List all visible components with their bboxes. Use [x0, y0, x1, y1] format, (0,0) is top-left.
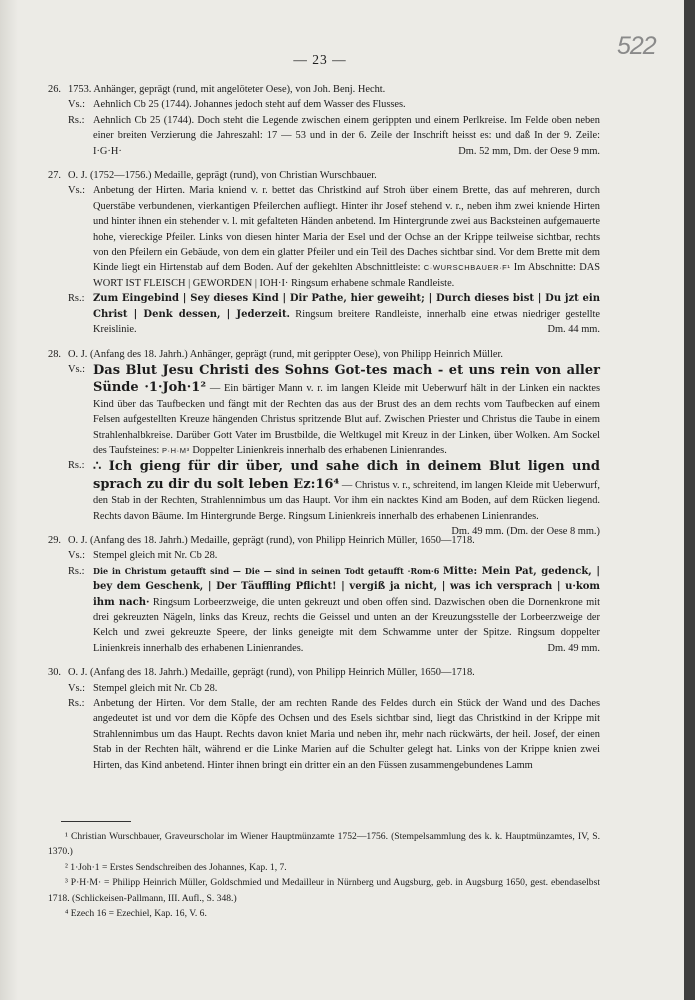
page-edge-shadow — [684, 0, 695, 1000]
footnote-divider — [61, 821, 131, 822]
entry-number: 28. — [48, 348, 61, 360]
footnote-2: ² 1·Joh·1 = Erstes Sendschreiben des Johannes, Kap. 1, 7. — [65, 861, 287, 873]
obverse-text: Stempel gleich mit Nr. Cb 28. — [93, 550, 218, 562]
reverse-label: Rs.: — [68, 565, 85, 577]
entry-28 — [48, 347, 600, 537]
reverse-inscription: ∴ Ich gieng für dir über, und sahe dich in deinem Blut ligen und sprach zu dir du solt leben Ez:16⁴ — [93, 459, 600, 492]
reverse-text: — Christus v. r., schreitend, im langen Kleide mit Ueberwurf, den Stab in der Rechten, Strahlennimbus um das Haupt. Vor ihm ein nacktes Kind am Boden, auf dem Rücken liegend. Rechts davon Bäume. Im Hintergrunde Berge. Ringsum Linienkreis innerhalb des erhabenen Linienrandes. — [93, 479, 600, 522]
reverse-text: Anbetung der Hirten. Vor dem Stalle, der am rechten Rande des Feldes durch ein Stück der Wand und des Daches angedeutet ist und vor dem die Köpfe des Ochsen und des Esels sichtbar sind, liegt das Christkind in der Krippe mit Strahlennimbus um das Haupt. Rechts davon kniet Maria und neben ihr, mehr nach rückwärts, der heil. Josef, der einen Stab in der Rechten hält, während er die Linke Marien auf die Schulter gelegt hat. Links von der Krippe knien zwei Hirten, das Kind anbetend. Hinter ihnen bringt ein dritter ein an den Füssen zusammengebundenes Lamm — [93, 698, 600, 771]
reverse-inscription: Mitte: Mein Pat, gedenck, | bey dem Geschenk, | Der Täuffling Pflicht! | vergiß ja nicht, | was ich versprach | u·kom ihm nach· — [93, 565, 600, 608]
dimensions: Dm. 52 mm, Dm. der Oese 9 mm. — [458, 145, 600, 157]
entry-heading: O. J. (Anfang des 18. Jahrh.) Anhänger, geprägt (rund, mit gerippter Oese), von Philipp Heinrich Müller. — [68, 348, 504, 360]
dimensions: Dm. 49 mm. (Dm. der Oese 8 mm.) — [451, 525, 600, 537]
obverse-label: Vs.: — [68, 550, 86, 562]
entry-26 — [48, 82, 600, 159]
obverse-text: Anbetung der Hirten. Maria kniend v. r. bettet das Christkind auf Stroh über einem Brette, das auf mehreren, durch Querstäbe verbundenen, vierkantigen Pfeilerchen aufliegt. Hinter ihr Josef stehend v. r., neben ihm zwei kniende Hirten und hinter ihnen ein stehender v. l. mit gefalteten Händen anbetend. Im Hintergrunde zwei aus Backsteinen aufgemauerte hohe, viereckige Pfeiler. Links von diesen hinter Maria der Esel und der Ochse an der Krippe teilweise sichtbar, rechts von den Pfeilern ein Gebäude, von dem ein glatter Pfeiler und ein Teil des Daches sichtbar sind. Vor dem Brette mit dem Kinde liegt ein Hirtenstab auf dem Boden. Auf der gekehlten Abschnittleiste: — [93, 185, 600, 274]
entry-number: 30. — [48, 667, 61, 679]
entry-heading: O. J. (1752—1756.) Medaille, geprägt (rund), von Christian Wurschbauer. — [68, 170, 377, 182]
entry-29 — [48, 533, 600, 656]
obverse-text: Stempel gleich mit Nr. Cb 28. — [93, 682, 218, 694]
entry-number: 26. — [48, 84, 61, 95]
reverse-label: Rs.: — [68, 293, 85, 305]
reverse-inscription: Zum Eingebind | Sey dieses Kind | Dir Pathe, hier geweiht; | Durch dieses bist | Du jzt ein Christ | Denk dessen, | Jederzeit. — [93, 293, 600, 320]
footnotes — [48, 829, 600, 921]
obverse-text-continued: Doppelter Linienkreis innerhalb des erhabenen Linienrandes. — [192, 444, 447, 456]
reverse-legend: Die in Christum getaufft sind — Die — sind in seinen Todt getaufft ·Rom·6 — [93, 565, 440, 576]
footnote-3: ³ P·H·M· = Philipp Heinrich Müller, Goldschmied und Medailleur in Nürnberg und Augsburg, geb. in Augsburg 1650, gest. ebendaselbst 1718. (Schlickeisen-Pallmann, III. Aufl., S. 348.) — [48, 877, 600, 904]
footnote-4: ⁴ Ezech 16 = Ezechiel, Kap. 16, V. 6. — [65, 908, 207, 920]
dimensions: Dm. 49 mm. — [547, 642, 600, 654]
obverse-label: Vs.: — [68, 99, 86, 111]
reverse-text: Aehnlich Cb 25 (1744). Doch steht die Legende zwischen einem gerippten und einem Perlkreise. Im Felde oben neben einer breiten Verzierung die Jahreszahl: 17 — 53 und in der 6. Zeile der Inschrift heisst es: und daß In der 9. Zeile: I·G·H· — [93, 114, 600, 157]
reverse-label: Rs.: — [68, 698, 85, 710]
dimensions: Dm. 44 mm. — [547, 324, 600, 336]
footnote-1: ¹ Christian Wurschbauer, Graveurscholar im Wiener Hauptmünzamte 1752—1756. (Stempelsammlung des k. k. Hauptmünzamtes, IV, S. 1370.) — [48, 831, 600, 858]
obverse-text: Aehnlich Cb 25 (1744). Johannes jedoch steht auf dem Wasser des Flusses. — [93, 99, 406, 111]
obverse-label: Vs.: — [68, 363, 86, 375]
obverse-label: Vs.: — [68, 185, 86, 197]
reverse-text: Ringsum breitere Randleiste, innerhalb eine etwas niedriger gestellte Kreislinie. — [93, 308, 600, 336]
entry-heading: O. J. (Anfang des 18. Jahrh.) Medaille, geprägt (rund), von Philipp Heinrich Müller, 1650—1718. — [68, 534, 475, 546]
entry-number: 29. — [48, 534, 61, 546]
entry-30 — [48, 665, 600, 773]
reverse-text: Ringsum Lorbeerzweige, die unten gekreuzt und oben offen sind. Dazwischen oben die Dornenkrone mit drei gekreuzten Nägeln, links das Kreuz, rechts die Geissel und unten an der Kreuzungsstelle der Lorbeerzweige der Kelch und zwei gekreuzte Speere, der links geneigte mit dem Schwamme unter der Spitze. Ringsum doppelter Linienkreis innerhalb des erhabenen Linienrandes. — [93, 596, 600, 654]
obverse-text-continued: Im Abschnitte: DAS WORT IST FLEISCH | GEWORDEN | IOH·I· Ringsum erhabene schmale Randleiste. — [93, 262, 600, 289]
handwritten-page-number: 522 — [617, 32, 656, 60]
entry-27 — [48, 168, 600, 337]
entry-heading: 1753. Anhänger, geprägt (rund, mit angelöteter Oese), von Joh. Benj. Hecht. — [68, 84, 386, 95]
obverse-text: — Ein bärtiger Mann v. r. im langen Kleide mit Ueberwurf hält in der Linken ein nacktes Kind über das Taufbecken und fängt mit der Rechten das aus der Brust des an dem rechts vom Taufbecken auf einem Felsen aufgestellten Kreuze hängenden Christus spritzende Blut auf. Zwischen Priester und Christus die Taube in einem Strahlenhalbkreise. Darüber Gott Vater im Brustbilde, die Weltkugel mit Kreuz in der Linken, über Wolken. Am Sockel des Taufsteines: — [93, 383, 600, 456]
entry-number: 27. — [48, 170, 61, 182]
page-number: — 23 — — [293, 52, 347, 67]
obverse-inscription: Das Blut Jesu Christi des Sohns Got-tes mach - et uns rein von aller Sünde ·1·Joh·1² — [93, 362, 600, 396]
catalog-entries — [48, 82, 600, 782]
reverse-label: Rs.: — [68, 460, 85, 472]
reverse-label: Rs.: — [68, 114, 85, 126]
obverse-label: Vs.: — [68, 682, 86, 694]
entry-heading: O. J. (Anfang des 18. Jahrh.) Medaille, geprägt (rund), von Philipp Heinrich Müller, 1650—1718. — [68, 667, 475, 679]
engraver-signature: C·WURSCHBAUER·F¹ — [423, 263, 511, 273]
engraver-signature: P·H·M³ — [161, 445, 190, 455]
